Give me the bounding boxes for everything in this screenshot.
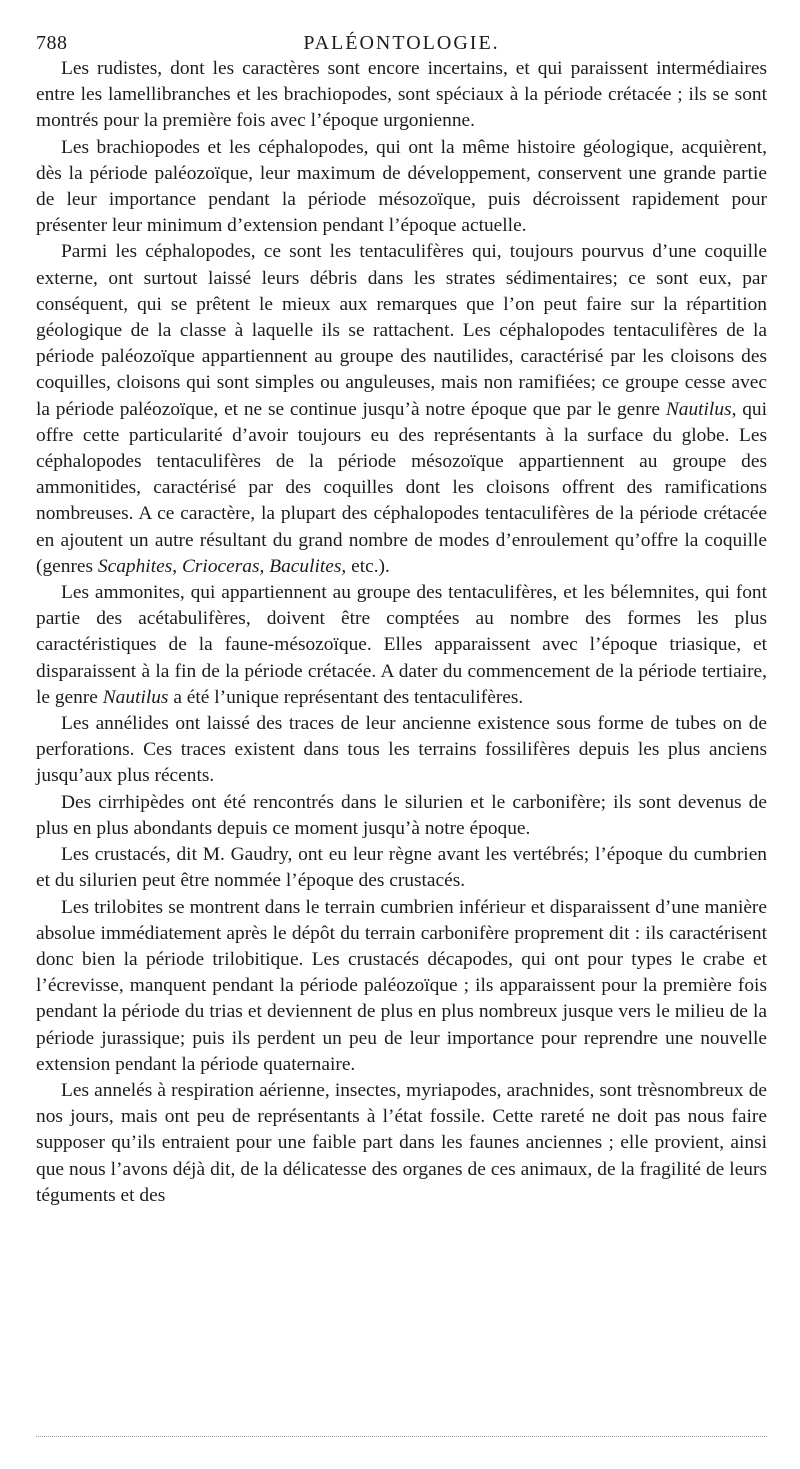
italic-genus-name: Baculites <box>269 555 342 577</box>
paragraph-text: Les trilobites se montrent dans le terrain cumbrien inférieur et disparaissent d’une manière absolue immédiatement après le dépôt du terrain carbonifère proprement dit : ils caractérisent donc bien la période trilobitique. Les crustacés décapodes, qui ont pour types le crabe et l’écrevisse, manquent pendant la période paléozoïque ; ils apparaissent pour la première fois pendant la période du trias et deviennent de plus en plus nombreux jusque vers le milieu de la période jurassique; puis ils perdent un peu de leur importance pour reprendre une nouvelle extension pendant la période quaternaire. <box>36 896 767 1075</box>
body-text <box>36 56 767 1209</box>
paragraph-crustaces <box>36 842 767 894</box>
running-title: PALÉONTOLOGIE. <box>303 32 500 54</box>
italic-genus-name: Nautilus <box>665 398 732 420</box>
paragraph-text: Des cirrhipèdes ont été rencontrés dans le silurien et le carbonifère; ils sont devenus de plus en plus abondants depuis ce moment jusqu’à notre époque. <box>36 791 767 839</box>
paragraph-text: Les ammonites, qui appartiennent au groupe des tentaculifères, et les bélemnites, qui font partie des acétabulifères, doivent être comptées au nombre des formes les plus caractéristiques de la faune-mésozoïque. Elles apparaissent avec l’époque triasique, et disparaissent à la fin de la période crétacée. A dater du commencement de la période tertiaire, le genre <box>36 582 767 708</box>
paragraph-rudistes <box>36 56 767 135</box>
paragraph-text: , <box>172 555 182 577</box>
paragraph-anneles <box>36 1078 767 1209</box>
paragraph-text: Les rudistes, dont les caractères sont encore incertains, et qui paraissent intermédiaires entre les lamellibranches et les brachiopodes, sont spéciaux à la période crétacée ; ils se sont montrés pour la première fois avec l’époque urgonienne. <box>36 58 767 132</box>
page-header <box>36 30 767 56</box>
paragraph-annelides <box>36 711 767 790</box>
paragraph-cephalopodes <box>36 239 767 580</box>
paragraph-text: , <box>259 555 270 577</box>
paragraph-text: Les brachiopodes et les céphalopodes, qui ont la même histoire géologique, acquièrent, dès la période paléozoïque, leur maximum de développement, conservent une grande partie de leur importance pendant la période mésozoïque, puis décroissent rapidement pour présenter leur minimum d’extension pendant l’époque actuelle. <box>36 136 767 237</box>
paragraph-text: Les crustacés, dit M. Gaudry, ont eu leur règne avant les vertébrés; l’époque du cumbrien et du silurien peut être nommée l’époque des crustacés. <box>36 844 767 892</box>
paragraph-text: Les annélides ont laissé des traces de leur ancienne existence sous forme de tubes on de perforations. Ces traces existent dans tous les terrains fossilifères depuis les plus anciens jusqu’aux plus récents. <box>36 713 767 787</box>
italic-genus-name: Scaphites <box>97 555 173 577</box>
footer-dotted-rule <box>36 1436 767 1437</box>
paragraph-text: , qui offre cette particularité d’avoir toujours eu des représentants à la surface du globe. Les céphalopodes tentaculifères de la période mésozoïque appartiennent au groupe des ammonitides, caractérisé par des coquilles dont les cloisons offrent des ramifications nombreuses. A ce caractère, la plupart des céphalopodes tentaculifères de la période crétacée en ajoutent un autre résultant du grand nombre de modes d’enroulement qu’offre la coquille (genres <box>36 398 767 577</box>
paragraph-text: , etc.). <box>341 555 390 577</box>
book-page <box>36 30 767 1209</box>
italic-genus-name: Crioceras <box>181 555 260 577</box>
paragraph-brachiopodes <box>36 135 767 240</box>
paragraph-trilobites <box>36 895 767 1078</box>
page-number: 788 <box>36 32 68 54</box>
italic-genus-name: Nautilus <box>102 686 169 708</box>
paragraph-text: a été l’unique représentant des tentaculifères. <box>168 686 524 708</box>
paragraph-text: Parmi les céphalopodes, ce sont les tentaculifères qui, toujours pourvus d’une coquille externe, ont surtout laissé leurs débris dans les strates sédimentaires; ce sont eux, par conséquent, qui se prêtent le mieux aux remarques que l’on peut faire sur la répartition géologique de la classe à laquelle ils se rattachent. Les céphalopodes tentaculifères de la période paléozoïque appartiennent au groupe des nautilides, caractérisé par les cloisons des coquilles, cloisons qui sont simples ou anguleuses, mais non ramifiées; ce groupe cesse avec la période paléozoïque, et ne se continue jusqu’à notre époque que par le genre <box>36 241 767 420</box>
paragraph-ammonites <box>36 580 767 711</box>
paragraph-text: Les annelés à respiration aérienne, insectes, myriapodes, arachnides, sont trèsnombreux de nos jours, mais ont peu de représentants à l’état fossile. Cette rareté ne doit pas nous faire supposer qu’ils entraient pour une faible part dans les faunes anciennes ; elle provient, ainsi que nous l’avons déjà dit, de la délicatesse des organes de ces animaux, de la fragilité de leurs téguments et des <box>36 1079 767 1206</box>
paragraph-cirrhipedes <box>36 790 767 842</box>
